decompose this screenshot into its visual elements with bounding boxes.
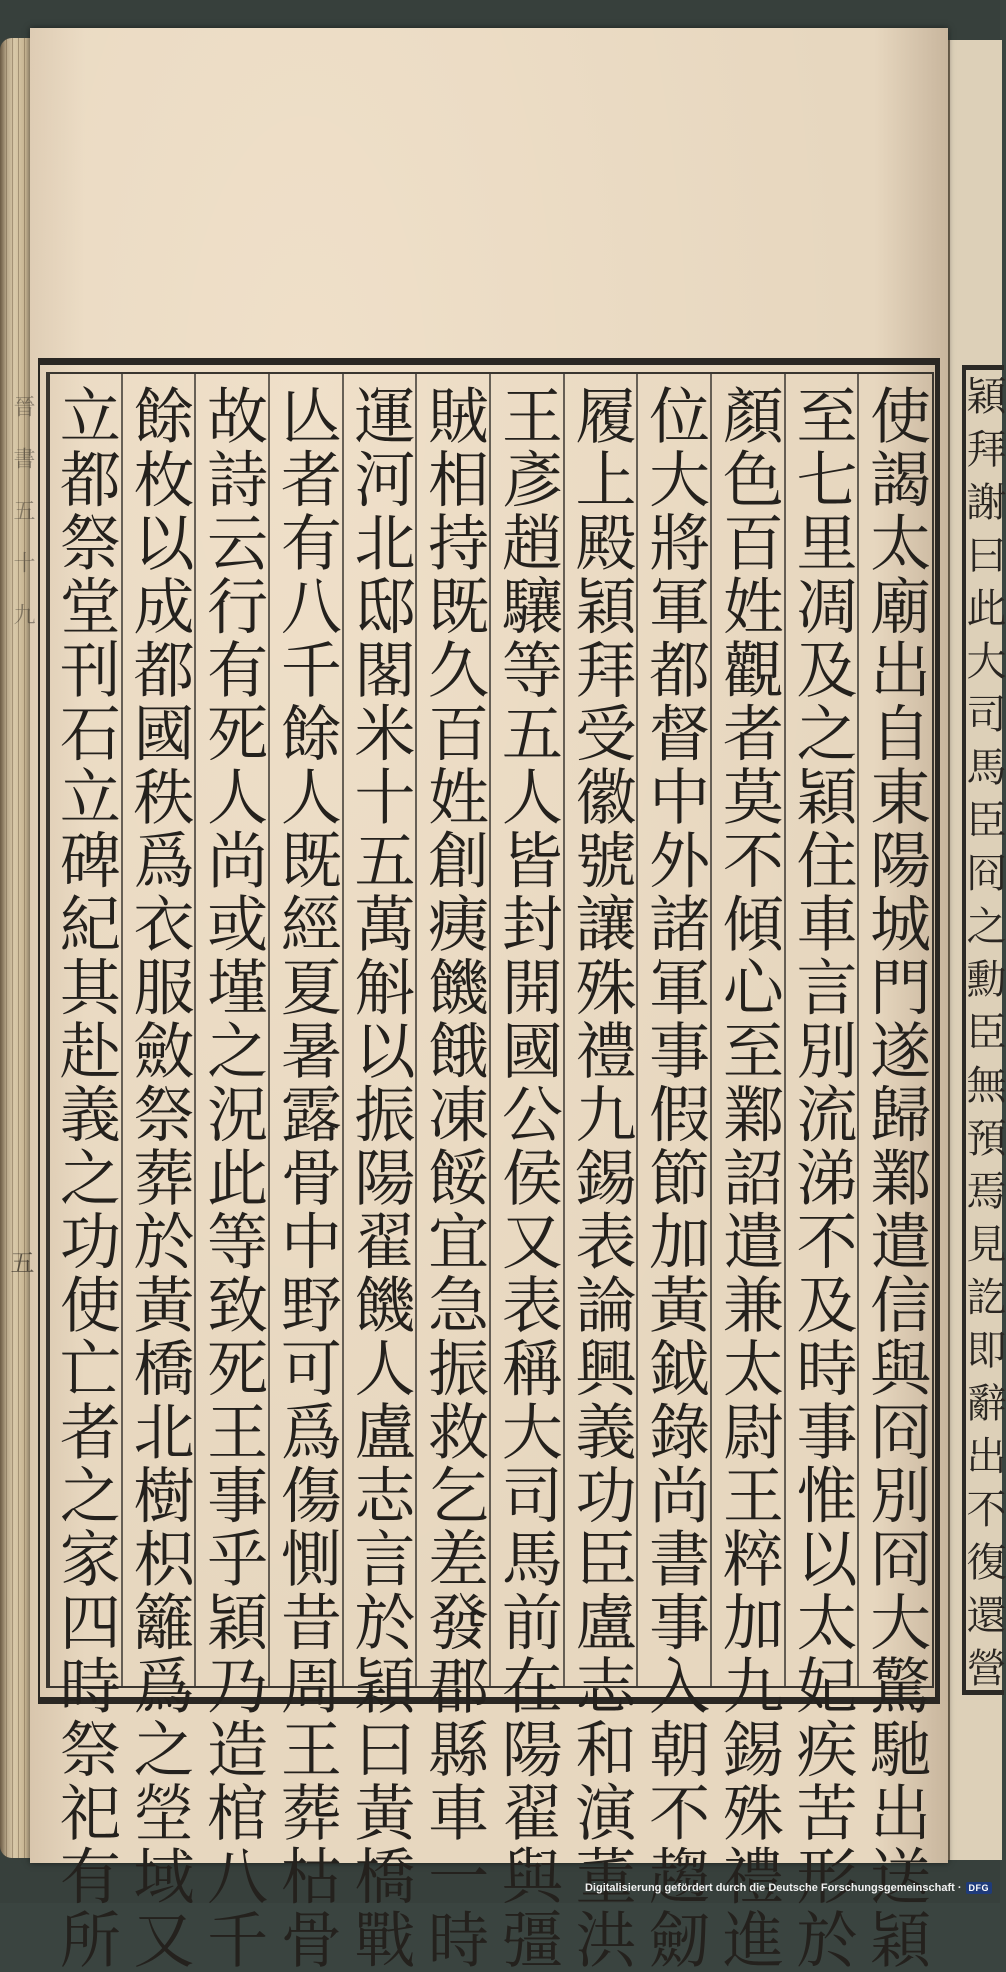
page-number: 五 bbox=[6, 1250, 34, 1274]
text-column: 立都祭堂刊石立碑紀其赴義之功使亡者之家四時祭祀有所 bbox=[49, 384, 121, 1972]
column-rule bbox=[857, 372, 859, 1688]
credit-text: Digitalisierung gefördert durch die Deutsche Forschungsgemeinschaft · bbox=[584, 1882, 962, 1894]
text-column: 使謁太廟出自東陽城門遂歸鄴遣信與冏別冏大驚馳出送穎 bbox=[860, 384, 932, 1972]
column-rule bbox=[268, 372, 270, 1688]
text-column: 位大將軍都督中外諸軍事假節加黃鉞錄尚書事入朝不趨劒 bbox=[639, 384, 711, 1972]
text-column: 履上殿穎拜受徽號讓殊禮九錫表論興義功臣盧志和演董洪 bbox=[565, 384, 637, 1972]
gutter-title: 晉書五十九 bbox=[10, 395, 35, 655]
column-rule bbox=[784, 372, 786, 1688]
text-column: 餘枚以成都國秩爲衣服斂祭葬於黃橋北樹枳籬爲之塋域又 bbox=[123, 384, 195, 1972]
text-column: 亾者有八千餘人既經夏暑露骨中野可爲傷惻昔周王葬枯骨 bbox=[270, 384, 342, 1972]
digitization-credit bbox=[585, 1879, 992, 1897]
column-rule bbox=[415, 372, 417, 1688]
column-rule bbox=[342, 372, 344, 1688]
column-rule bbox=[710, 372, 712, 1688]
text-column: 至七里凋及之穎住車言別流涕不及時事惟以太妃疾苦形於 bbox=[786, 384, 858, 1972]
text-column: 顏色百姓觀者莫不傾心至鄴詔遣兼太尉王粹加九錫殊禮進 bbox=[712, 384, 784, 1972]
right-page-column-text: 穎拜謝曰此大司馬臣冏之勳臣無預焉見訖即辭出不復還營 bbox=[960, 375, 1006, 1700]
column-rule bbox=[121, 372, 123, 1688]
text-column: 故詩云行有死人尚或墐之況此等致死王事乎穎乃造棺八千 bbox=[197, 384, 269, 1972]
text-column: 運河北邸閣米十五萬斛以振陽翟饑人盧志言於穎曰黃橋戰 bbox=[344, 384, 416, 1972]
column-rule bbox=[636, 372, 638, 1688]
text-column: 賊相持既久百姓創痍饑餓凍餒宜急振救乞差發郡縣車一時 bbox=[418, 384, 490, 1972]
column-rule bbox=[194, 372, 196, 1688]
column-rule bbox=[489, 372, 491, 1688]
text-column: 王彥趙驤等五人皆封開國公侯又表稱大司馬前在陽翟與彊 bbox=[491, 384, 563, 1972]
dfg-logo: DFG bbox=[966, 1882, 993, 1894]
